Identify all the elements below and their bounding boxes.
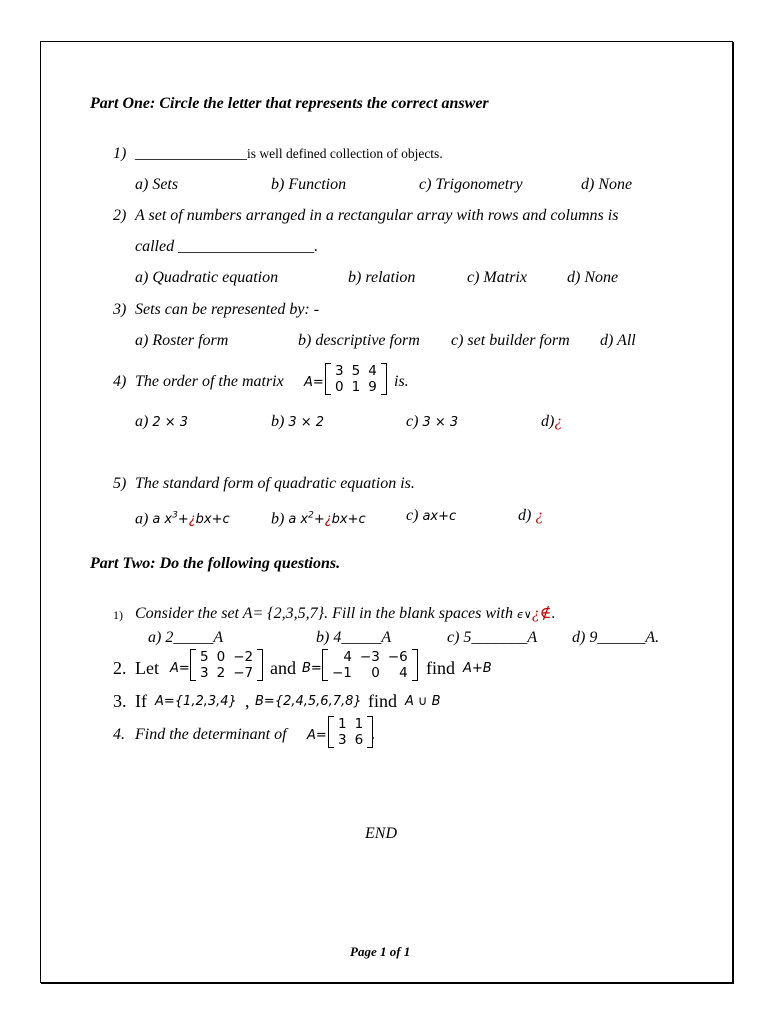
- q2-number: 2): [113, 207, 127, 224]
- q3-option-c[interactable]: c) set builder form: [451, 332, 570, 349]
- p2-q3-number: 3.: [113, 691, 127, 711]
- q2-option-c[interactable]: c) Matrix: [467, 269, 527, 286]
- q3-text: Sets can be represented by: -: [135, 301, 320, 318]
- p2-q2-number: 2.: [113, 658, 127, 678]
- q2-option-a[interactable]: a) Quadratic equation: [135, 269, 279, 286]
- p2-q2-matrix-b: 4 −3 −6 −1 0 4: [322, 649, 418, 681]
- p2-q2-let: Let: [135, 658, 159, 678]
- q5-number: 5): [113, 475, 127, 492]
- p2-q3-find: find: [368, 691, 397, 711]
- q4-number: 4): [113, 373, 127, 390]
- q4-option-c[interactable]: c) 3 × 3: [406, 413, 459, 430]
- q3-number: 3): [113, 301, 127, 318]
- part-two-heading: Part Two: Do the following questions.: [90, 555, 341, 572]
- q1-option-d[interactable]: d) None: [581, 176, 633, 193]
- part-one-heading: Part One: Circle the letter that represents the correct answer: [90, 95, 489, 112]
- p2-q1-number: 1): [113, 608, 123, 622]
- p2-q2-and: and: [270, 658, 296, 678]
- p2-q4-end: .: [371, 726, 375, 743]
- p2-q2-b-lhs: B=: [302, 661, 322, 676]
- p2-q3-expr: A ∪ B: [405, 694, 441, 709]
- p2-q3-set-a: A={1,2,3,4}: [155, 694, 237, 709]
- q4-matrix: 3 5 4 0 1 9: [325, 363, 387, 395]
- p2-q2-matrix-a: 5 0 −2 3 2 −7: [190, 649, 263, 681]
- p2-q1-option-b[interactable]: b) 4_____A: [316, 629, 392, 646]
- q2-text-line1: A set of numbers arranged in a rectangular array with rows and columns is: [135, 207, 619, 224]
- p2-q1-option-d[interactable]: d) 9______A.: [572, 629, 660, 646]
- q4-tail: is.: [394, 373, 409, 390]
- p2-q1-text: Consider the set A= {2,3,5,7}. Fill in the blank spaces with ϵ∨¿∉.: [135, 605, 556, 622]
- p2-q3-comma: ,: [245, 691, 250, 711]
- q5-option-a[interactable]: a) a $x^3+¿bx+c$: [135, 510, 230, 528]
- q4-option-a[interactable]: a) 2 × 3: [135, 413, 189, 430]
- p2-q1-option-a[interactable]: a) 2_____A: [148, 629, 224, 646]
- p2-q3-if: If: [135, 691, 147, 711]
- q5-option-b[interactable]: b) a $x^2+¿bx+c$: [271, 510, 366, 528]
- p2-q4-matrix: 1 1 3 6: [328, 716, 373, 748]
- q2-option-d[interactable]: d) None: [567, 269, 619, 286]
- q3-option-b[interactable]: b) descriptive form: [298, 332, 420, 349]
- q4-option-d[interactable]: d)¿: [541, 413, 563, 430]
- q3-option-d[interactable]: d) All: [600, 332, 636, 349]
- q5-option-d[interactable]: d) ¿: [518, 507, 544, 524]
- page-footer: Page 1 of 1: [350, 944, 411, 959]
- p2-q4-lhs: A=: [307, 728, 327, 743]
- q1-option-b[interactable]: b) Function: [271, 176, 347, 193]
- p2-q3-set-b: B={2,4,5,6,7,8}: [255, 694, 362, 709]
- q1-option-c[interactable]: c) Trigonometry: [419, 176, 523, 193]
- q4-matrix-lhs: A=: [304, 375, 324, 390]
- q1-number: 1): [113, 145, 127, 162]
- p2-q4-text: Find the determinant of: [135, 726, 287, 743]
- q5-text: The standard form of quadratic equation is.: [135, 475, 415, 492]
- q2-option-b[interactable]: b) relation: [348, 269, 416, 286]
- q4-option-b[interactable]: b) 3 × 2: [271, 413, 325, 430]
- p2-q2-find: find: [426, 658, 455, 678]
- q1-blank[interactable]: ______________is well defined collection of objects.: [135, 145, 443, 162]
- q2-text-line2: called _________________.: [135, 238, 319, 255]
- p2-q2-expr: A+B: [463, 661, 492, 676]
- q1-option-a[interactable]: a) Sets: [135, 176, 179, 193]
- q5-option-c[interactable]: c) ax+c: [406, 507, 457, 524]
- p2-q1-option-c[interactable]: c) 5_______A: [447, 629, 538, 646]
- p2-q4-number: 4.: [113, 726, 125, 743]
- q4-text: The order of the matrix: [135, 373, 284, 390]
- end-text: END: [365, 825, 397, 842]
- p2-q2-a-lhs: A=: [170, 661, 190, 676]
- q3-option-a[interactable]: a) Roster form: [135, 332, 229, 349]
